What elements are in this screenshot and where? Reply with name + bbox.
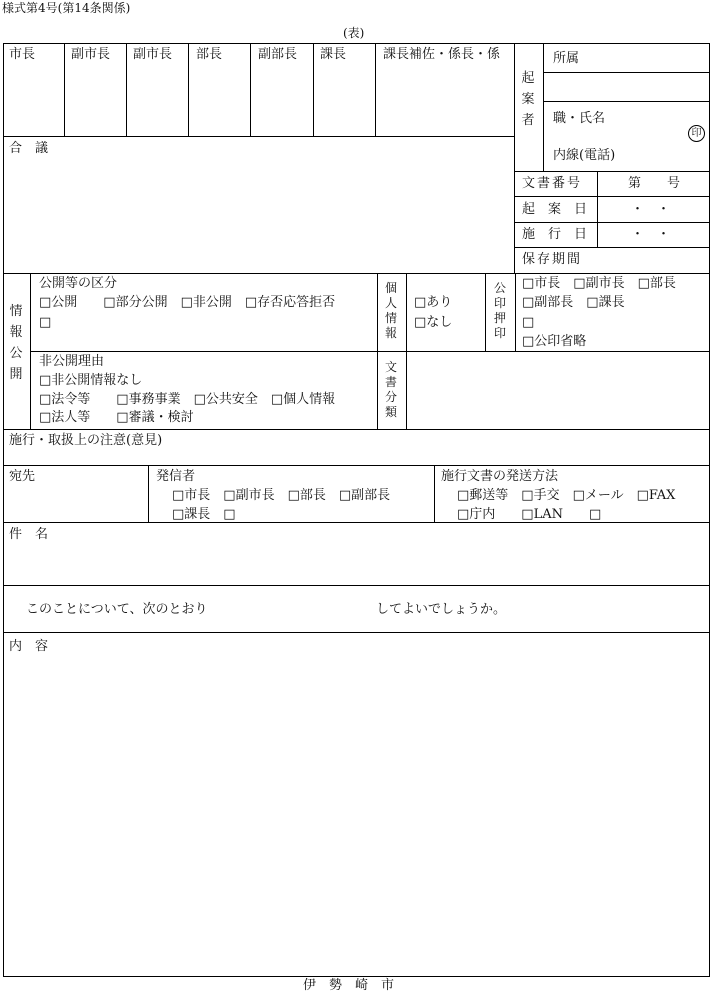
sender-options-row1[interactable]: □市長 □副市長 □部長 □副部長 [172, 488, 391, 503]
drafter-label: 起 案 者 [521, 71, 535, 128]
enforce-date-label: 施 行 日 [522, 227, 588, 242]
disclosure-category-extra[interactable]: □ [39, 315, 52, 330]
personal-info-label: 個 人 情 報 [384, 281, 397, 340]
sender-options-row2[interactable]: □課長 □ [172, 507, 236, 522]
destination-label: 宛先 [9, 469, 36, 484]
subject-label: 件 名 [9, 527, 49, 542]
enforce-date-value: ・ ・ [631, 227, 671, 242]
seal-options-row1[interactable]: □市長 □副市長 □部長 [522, 276, 676, 291]
form-frame [3, 43, 710, 977]
nondisclosure-reason-row2[interactable]: □法令等 □事務事業 □公共安全 □個人情報 [39, 392, 336, 407]
consultation-label: 合 議 [9, 141, 49, 156]
official-seal-label: 公 印 押 印 [493, 281, 506, 340]
footer-city: 伊 勢 崎 市 [303, 978, 395, 993]
notes-label: 施行・取扱上の注意(意見) [9, 433, 163, 448]
approval-section-chief: 課長 [320, 47, 347, 62]
send-method-label: 施行文書の発送方法 [441, 469, 559, 484]
extension-label: 内線(電話) [553, 148, 616, 163]
form-number: 様式第4号(第14条関係) [2, 1, 131, 15]
request-text-right: してよいでしょうか。 [376, 602, 507, 617]
position-name-label: 職・氏名 [553, 111, 606, 126]
seal-options-row2[interactable]: □副部長 □課長 [522, 295, 625, 310]
nondisclosure-reason-row1[interactable]: □非公開情報なし [39, 373, 143, 388]
doc-number-label: 文書番号 [522, 176, 583, 191]
side-label: (表) [343, 26, 365, 40]
send-method-row1[interactable]: □郵送等 □手交 □メール □FAX [457, 488, 676, 503]
request-text-left: このことについて、次のとおり [26, 602, 208, 617]
sender-label: 発信者 [156, 469, 196, 484]
content-label: 内 容 [9, 639, 49, 654]
approval-deputy-mayor-1: 副市長 [71, 47, 111, 62]
approval-deputy-director: 副部長 [258, 47, 298, 62]
nondisclosure-reason-title: 非公開理由 [39, 354, 105, 369]
send-method-row2[interactable]: □庁内 □LAN □ [457, 507, 602, 522]
approval-director: 部長 [196, 47, 223, 62]
draft-date-value: ・ ・ [631, 202, 671, 217]
draft-date-label: 起 案 日 [522, 202, 588, 217]
approval-mayor: 市長 [9, 47, 36, 62]
approval-deputy-mayor-2: 副市長 [133, 47, 173, 62]
doc-classification-label: 文 書 分 類 [384, 360, 397, 419]
disclosure-category-title: 公開等の区分 [39, 276, 118, 291]
disclosure-category-options[interactable]: □公開 □部分公開 □非公開 □存否応答拒否 [39, 295, 336, 310]
seal-options-row3[interactable]: □ [522, 315, 535, 330]
doc-number-value: 第 号 [628, 176, 681, 191]
personal-yes-checkbox[interactable]: □あり [414, 295, 453, 310]
personal-no-checkbox[interactable]: □なし [414, 315, 453, 330]
seal-icon: 印 [688, 125, 705, 142]
retention-label: 保存期間 [522, 252, 583, 267]
approval-staff: 課長補佐・係長・係 [383, 47, 501, 62]
affiliation-label: 所属 [553, 51, 580, 66]
seal-omit-checkbox[interactable]: □公印省略 [522, 334, 587, 349]
nondisclosure-reason-row3[interactable]: □法人等 □審議・検討 [39, 410, 194, 425]
info-disclosure-label: 情 報 公 開 [9, 304, 23, 382]
